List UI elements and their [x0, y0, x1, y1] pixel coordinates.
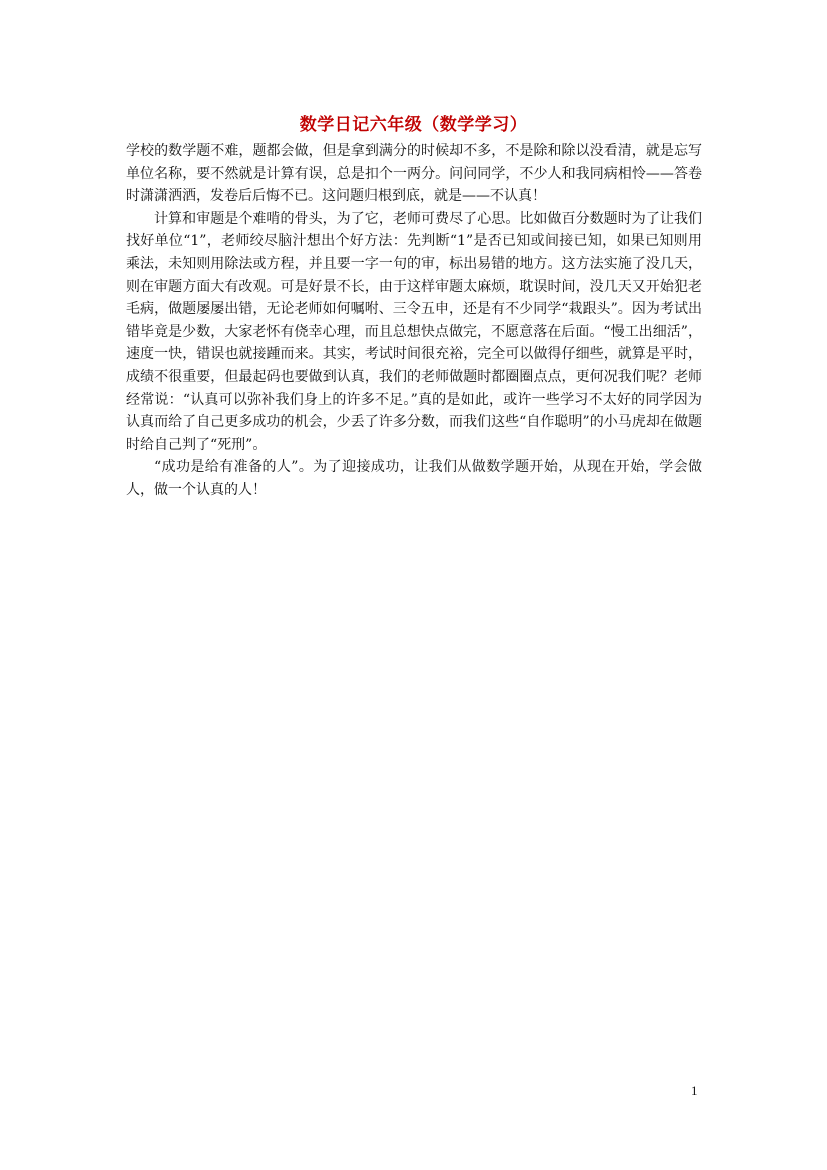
- document-title: 数学日记六年级（数学学习）: [299, 115, 528, 135]
- document-body: [126, 140, 702, 502]
- paragraph-conclusion: “成功是给有准备的人”。为了迎接成功，让我们从做数学题开始，从现在开始，学会做人，做一个认真的人！: [126, 459, 702, 498]
- paragraph-main: 计算和审题是个难啃的骨头，为了它，老师可费尽了心思。比如做百分数题时为了让我们找好单位“1”，老师绞尽脑汁想出个好方法：先判断“1”是否已知或间接已知，如果已知则用乘法，未知则用除法或方程，并且要一字一句的审，标出易错的地方。这方法实施了没几天，则在审题方面大有改观。可是好景不长，由于这样审题太麻烦，耽误时间，没几天又开始犯老毛病，做题屡屡出错，无论老师如何嘱咐、三令五申，还是有不少同学“栽跟头”。因为考试出错毕竟是少数，大家老怀有侥幸心理，而且总想快点做完，不愿意落在后面。“慢工出细活”，速度一快，错误也就接踵而来。其实，考试时间很充裕，完全可以做得仔细些，就算是平时，成绩不很重要，但最起码也要做到认真，我们的老师做题时都圈圈点点，更何况我们呢？老师经常说：“认真可以弥补我们身上的许多不足。”真的是如此，或许一些学习不太好的同学因为认真而给了自己更多成功的机会，少丢了许多分数，而我们这些“自作聪明”的小马虎却在做题时给自己判了“死刑”。: [126, 210, 702, 453]
- page-number: 1: [691, 1083, 698, 1098]
- paragraph-intro: 学校的数学题不难，题都会做，但是拿到满分的时候却不多，不是除和除以没看清，就是忘写单位名称，要不然就是计算有误，总是扣个一两分。问问同学，不少人和我同病相怜——答卷时潇潇洒洒，发卷后后悔不已。这问题归根到底，就是——不认真！: [126, 143, 702, 205]
